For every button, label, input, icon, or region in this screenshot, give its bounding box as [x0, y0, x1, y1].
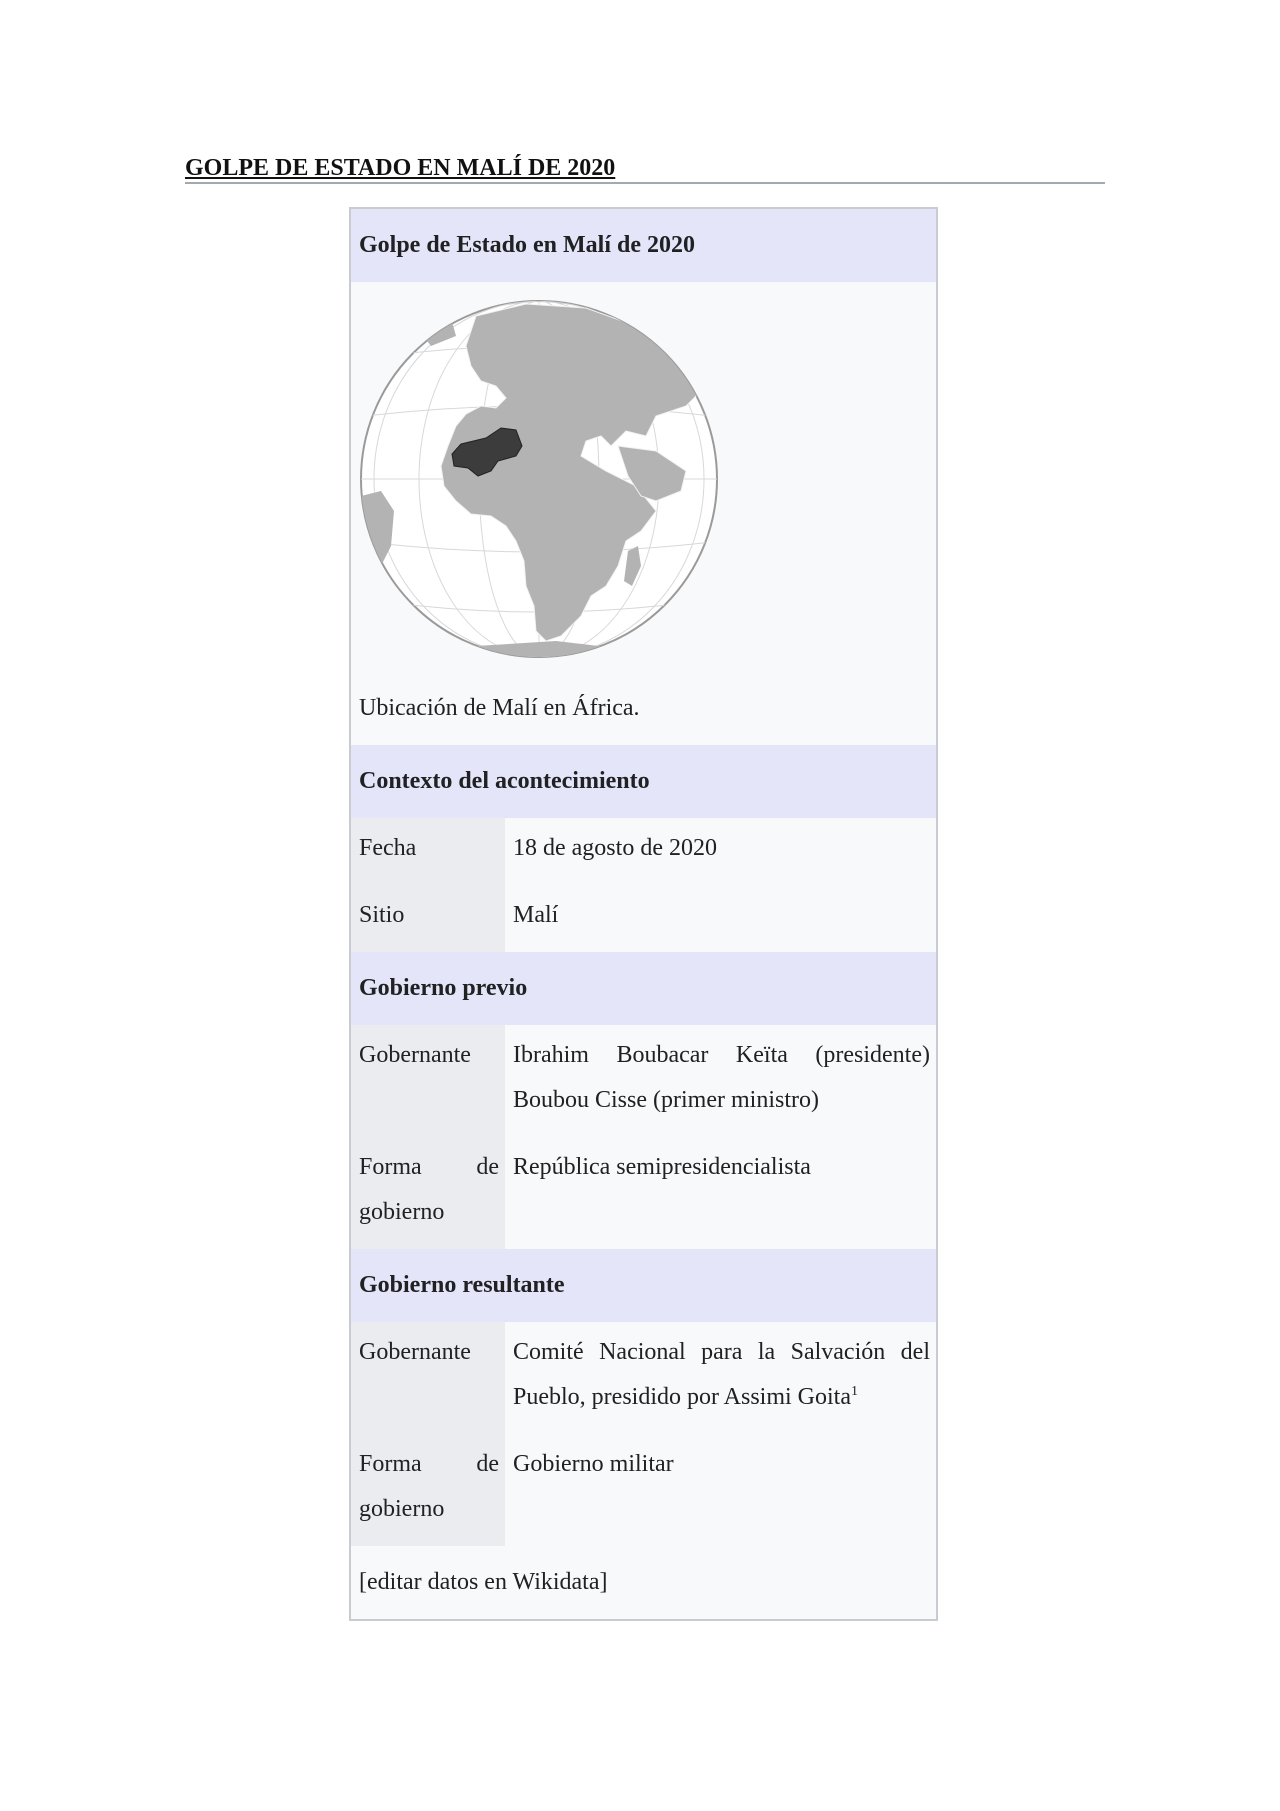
label-resultante-gobernante: Gobernante	[351, 1322, 505, 1434]
label-previo-gobernante: Gobernante	[351, 1025, 505, 1137]
previo-forma-label-3: gobierno	[359, 1199, 445, 1225]
value-sitio: Malí	[513, 902, 559, 928]
resultante-gobernante-line2: Pueblo, presidido por Assimi Goita	[513, 1384, 851, 1410]
row-resultante-forma	[351, 1434, 936, 1546]
section-heading-contexto: Contexto del acontecimiento	[351, 745, 936, 818]
value-previo-gobernante	[505, 1025, 936, 1137]
infobox	[349, 207, 938, 1621]
resultante-forma-label-3: gobierno	[359, 1496, 445, 1522]
infobox-caption: Ubicación de Malí en África.	[359, 695, 640, 721]
resultante-forma-label-1: Forma	[359, 1451, 422, 1477]
label-sitio: Sitio	[351, 885, 505, 952]
row-previo-forma	[351, 1137, 936, 1249]
value-resultante-gobernante	[505, 1322, 936, 1434]
label-fecha: Fecha	[351, 818, 505, 885]
globe-map-icon	[356, 296, 722, 662]
previo-forma-label-2: de	[476, 1154, 499, 1180]
edit-wikidata-link[interactable]: [editar datos en Wikidata]	[359, 1569, 608, 1595]
row-fecha	[351, 818, 936, 885]
page-title: GOLPE DE ESTADO EN MALÍ DE 2020	[185, 155, 616, 181]
previo-gobernante-line2: Boubou Cisse (primer ministro)	[513, 1087, 819, 1113]
previo-forma-label-1: Forma	[359, 1154, 422, 1180]
reference-link[interactable]: 1	[851, 1384, 858, 1399]
label-previo-forma	[351, 1137, 505, 1249]
previo-gobernante-line1: Ibrahim Boubacar Keïta (presidente)	[513, 1042, 930, 1068]
value-fecha: 18 de agosto de 2020	[513, 835, 717, 861]
section-heading-previo: Gobierno previo	[351, 952, 936, 1025]
row-sitio	[351, 885, 936, 952]
title-divider	[185, 182, 1105, 184]
resultante-gobernante-line2-wrap	[513, 1375, 930, 1420]
value-resultante-forma: Gobierno militar	[513, 1451, 674, 1477]
row-previo-gobernante	[351, 1025, 936, 1137]
label-resultante-forma	[351, 1434, 505, 1546]
row-resultante-gobernante	[351, 1322, 936, 1434]
resultante-gobernante-line1: Comité Nacional para la Salvación del	[513, 1339, 930, 1365]
section-heading-resultante: Gobierno resultante	[351, 1249, 936, 1322]
infobox-header: Golpe de Estado en Malí de 2020	[351, 209, 936, 282]
infobox-image	[351, 282, 936, 672]
resultante-forma-label-2: de	[476, 1451, 499, 1477]
value-previo-forma: República semipresidencialista	[513, 1154, 811, 1180]
